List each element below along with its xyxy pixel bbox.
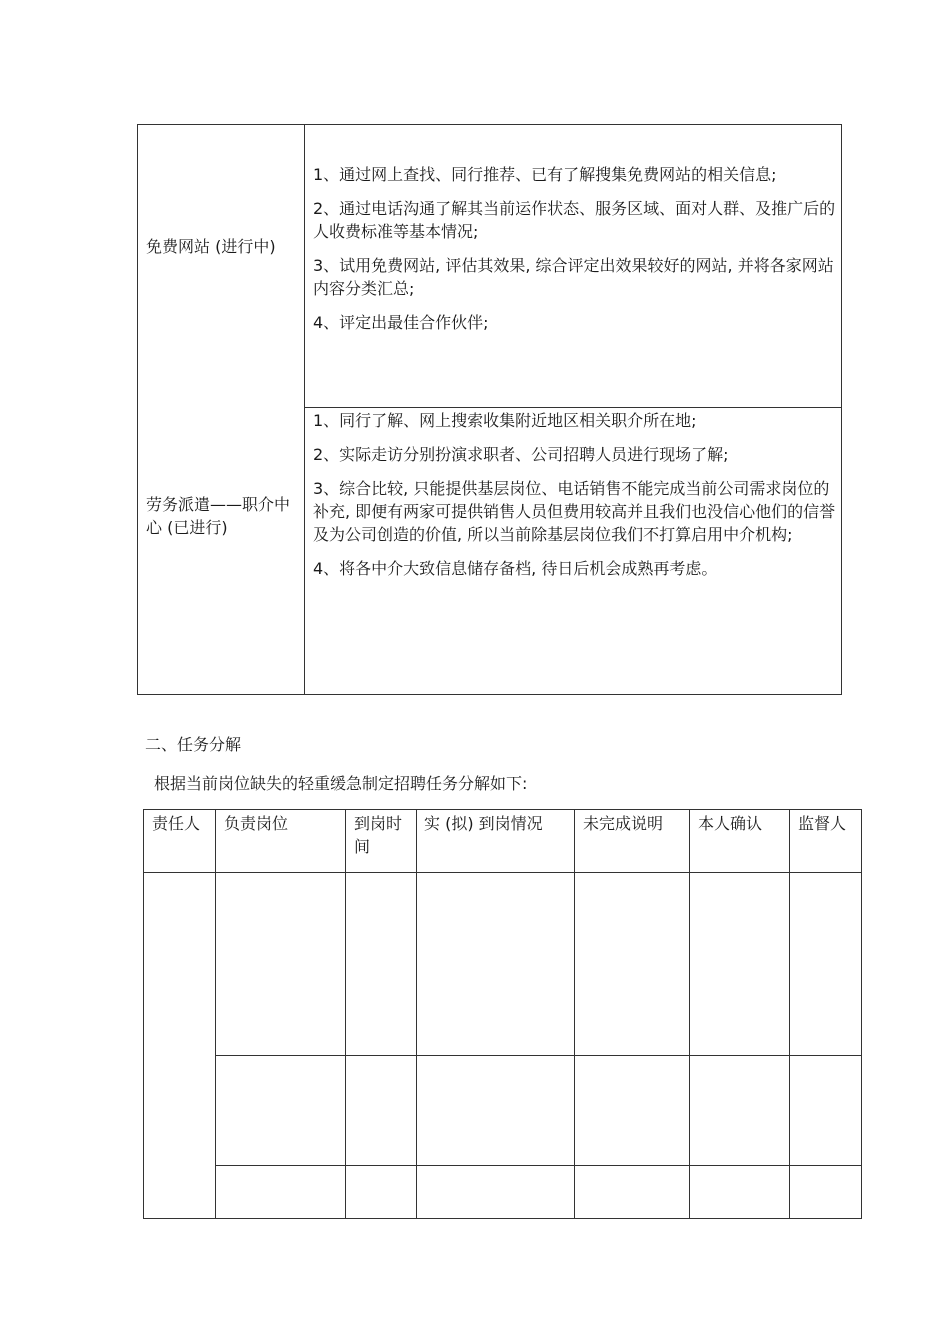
list-item: 3、综合比较, 只能提供基层岗位、电话销售不能完成当前公司需求岗位的补充, 即便有两家可提供销售人员但费用较高并且我们也没信心他们的信誉及为公司创造的价值, 所以当前除基层岗位我们不打算启用中介机构; — [313, 479, 836, 544]
header-arrival-time: 到岗时间 — [354, 814, 403, 856]
header-supervisor: 监督人 — [798, 814, 847, 833]
list-item: 1、通过网上查找、同行推荐、已有了解搜集免费网站的相关信息; — [313, 165, 777, 184]
header-self-confirm: 本人确认 — [698, 814, 763, 833]
list-item: 3、试用免费网站, 评估其效果, 综合评定出效果较好的网站, 并将各家网站内容分类汇总; — [313, 256, 834, 298]
row-divider — [215, 1165, 861, 1166]
row-content-free-websites — [313, 163, 838, 345]
plan-table — [137, 124, 842, 695]
section-intro: 根据当前岗位缺失的轻重缓急制定招聘任务分解如下: — [154, 774, 528, 793]
task-table — [143, 809, 862, 1219]
header-incomplete-note: 未完成说明 — [583, 814, 664, 833]
list-item: 2、通过电话沟通了解其当前运作状态、服务区域、面对人群、及推广后的人收费标准等基本情况; — [313, 199, 836, 241]
header-position: 负责岗位 — [224, 814, 289, 833]
section-title: 二、任务分解 — [145, 735, 242, 754]
row-label-free-websites: 免费网站 (进行中) — [146, 237, 276, 256]
list-item: 4、将各中介大致信息储存备档, 待日后机会成熟再考虑。 — [313, 559, 718, 578]
row-content-labor-dispatch — [313, 409, 838, 591]
header-arrival-status: 实 (拟) 到岗情况 — [424, 814, 543, 833]
list-item: 2、实际走访分别扮演求职者、公司招聘人员进行现场了解; — [313, 445, 729, 464]
row-label-labor-dispatch: 劳务派遣——职介中心 (已进行) — [146, 495, 291, 537]
row-divider — [215, 1055, 861, 1056]
list-item: 1、同行了解、网上搜索收集附近地区相关职介所在地; — [313, 411, 697, 430]
row-divider — [144, 872, 861, 873]
column-divider — [304, 125, 305, 694]
header-responsible: 责任人 — [152, 814, 201, 833]
list-item: 4、评定出最佳合作伙伴; — [313, 313, 489, 332]
row-divider — [304, 407, 841, 408]
